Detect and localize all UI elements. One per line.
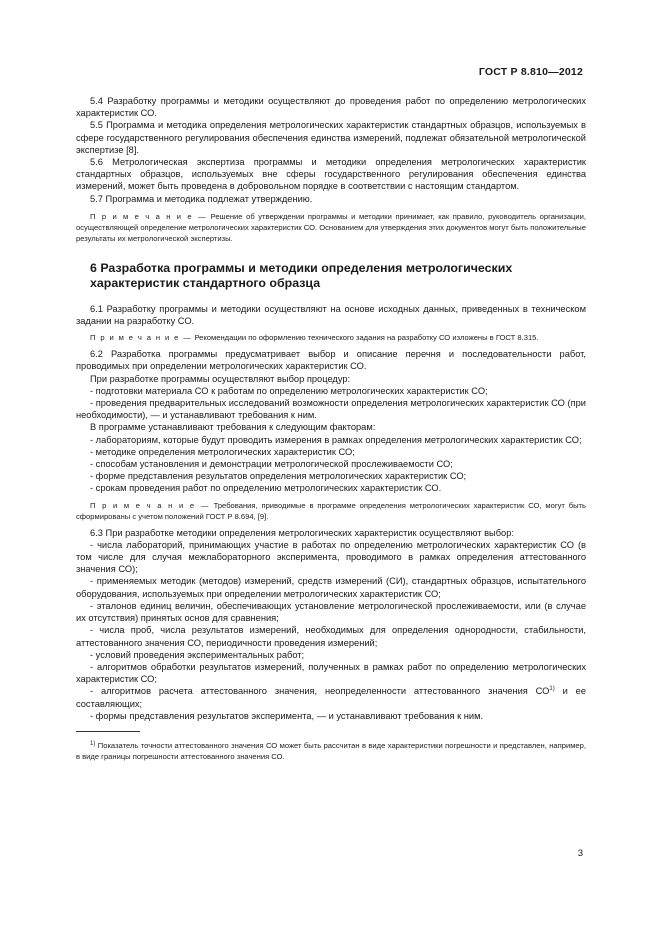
note-6-1 [76, 332, 586, 343]
paragraph-6-3: 6.3 При разработке методики определения метрологических характеристик осуществляют выбор: [90, 527, 514, 538]
list-item: - формы представления результатов эксперимента, — и устанавливают требования к ним. [90, 710, 484, 721]
paragraph-5-6: 5.6 Метрологическая экспертиза программы и методики определения метрологических характеристик стандартных образцов, используемых вне сферы государственного регулирования обеспечения единства измерений, может быть проведена в добровольном порядке в соответствии с настоящим стандартом. [76, 157, 586, 192]
list-item: - методике определения метрологических характеристик СО; [90, 446, 355, 457]
list-item: - числа лабораторий, принимающих участие в работах по определению метрологических характеристик СО (в том числе для случая межлабораторного эксперимента, проводимого в рамках определения аттестованного значения СО); [76, 539, 586, 575]
list-item: - проведения предварительных исследований возможности определения метрологических характеристик СО (при необходимости), — и устанавливают требования к ним. [76, 398, 586, 421]
paragraph-5-4: 5.4 Разработку программы и методики осуществляют до проведения работ по определению метрологических характеристик СО. [76, 96, 586, 119]
paragraph-6-2-lead: При разработке программы осуществляют выбор процедур: [90, 373, 351, 384]
page-number: 3 [577, 848, 583, 859]
list-item: - условий проведения экспериментальных работ; [90, 649, 305, 660]
list-item: - эталонов единиц величин, обеспечивающих установление метрологической прослеживаемости, или (в случае их отсутствия) принятых основ для сравнения; [76, 600, 586, 624]
note-label: П р и м е ч а н и е — [90, 333, 193, 343]
list-item: - способам установления и демонстрации метрологической прослеживаемости СО; [90, 459, 453, 470]
paragraph-5-7: 5.7 Программа и методика подлежат утверждению. [90, 193, 313, 204]
footnote-mark: 1) [90, 740, 96, 747]
section-6-heading: 6 Разработка программы и методики определения метрологических характеристик стандартного образца [90, 260, 513, 290]
note-text: Рекомендации по оформлению технического задания на разработку СО изложены в ГОСТ 8.315. [194, 333, 539, 343]
footnote [76, 740, 586, 762]
list-item [76, 685, 586, 709]
list-item: - подготовки материала СО к работам по определению метрологических характеристик СО; [90, 385, 488, 396]
note-text: Требования, приводимые в программе определения метрологических характеристик СО, могут быть сформированы с учетом положений ГОСТ Р 8.694, [9]. [76, 500, 586, 521]
footnote-text: Показатель точности аттестованного значения СО может быть рассчитан в виде характеристики погрешности и представлен, например, в виде границы погрешности аттестованного значения СО. [76, 740, 586, 761]
list-item: - срокам проведения работ по определению метрологических характеристик СО. [90, 483, 442, 494]
paragraph-6-2: 6.2 Разработка программы предусматривает выбор и описание перечня и последовательности работ, проводимых при определении метрологических характеристик СО. [76, 349, 586, 372]
list-item: - лабораториям, которые будут проводить измерения в рамках определения метрологических характеристик СО; [90, 434, 582, 445]
note-text: Решение об утверждении программы и методики принимает, как правило, руководитель организации, осуществляющей определение метрологических характеристик СО. Основанием для утверждения этих документов могут быть положительные результаты их метрологической экспертизы. [76, 211, 586, 243]
list-item: - форме представления результатов определения метрологических характеристик СО; [90, 471, 467, 482]
page-content [76, 95, 586, 762]
footnote-ref[interactable]: 1) [549, 686, 555, 693]
paragraph-6-1: 6.1 Разработку программы и методики осуществляют на основе исходных данных, приведенных в техническом задании на разработку СО. [76, 303, 586, 327]
footnote-divider [76, 731, 140, 732]
note-6-2 [76, 500, 586, 522]
note-label: П р и м е ч а н и е — [90, 500, 210, 510]
list-item: - алгоритмов обработки результатов измерений, полученных в рамках работ по определению метрологических характеристик СО; [76, 661, 586, 685]
paragraph-6-2-lead2: В программе устанавливают требования к следующим факторам: [90, 422, 376, 433]
paragraph-5-5: 5.5 Программа и методика определения метрологических характеристик стандартных образцов, используемых в сфере государственного регулирования обеспечения единства измерений, подлежат обязательной метрологической экспертизе [8]. [76, 120, 586, 155]
list-item-text: - алгоритмов расчета аттестованного значения, неопределенности аттестованного значения СО [90, 686, 550, 697]
list-item: - числа проб, числа результатов измерений, необходимых для определения однородности, стабильности, аттестованного значения СО, периодичности проведения измерений; [76, 625, 586, 648]
note-5 [76, 211, 586, 244]
list-item: - применяемых методик (методов) измерений, средств измерений (СИ), стандартных образцов, испытательного оборудования, используемых при определении метрологических характеристик СО; [76, 576, 586, 599]
standard-header: ГОСТ Р 8.810—2012 [478, 66, 583, 78]
list-item-text: и ее составляющих; [76, 686, 587, 709]
note-label: П р и м е ч а н и е — [90, 211, 207, 221]
